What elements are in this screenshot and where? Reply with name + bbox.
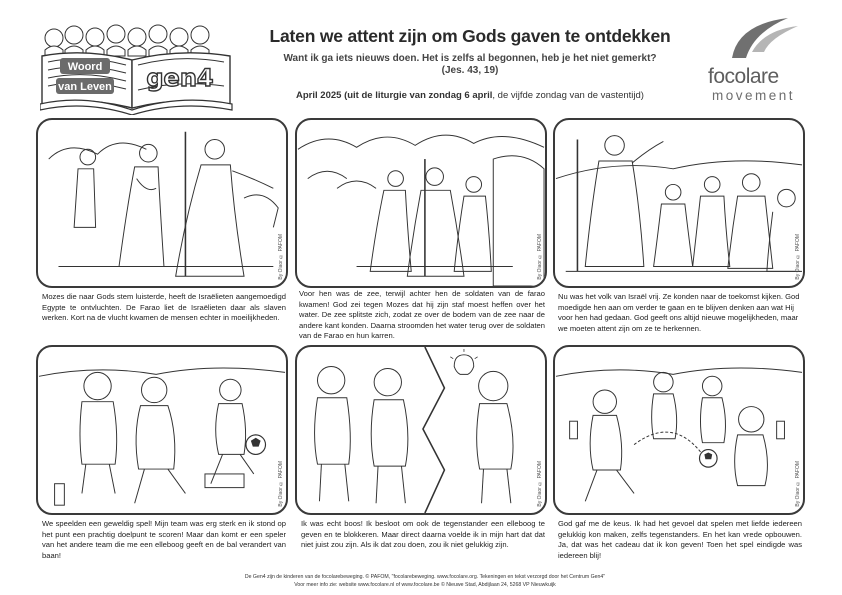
- angry-then-reflecting-illustration: [297, 347, 545, 513]
- logo-label-gen4: gen4: [146, 64, 214, 92]
- focolare-swoosh-icon: [708, 18, 812, 63]
- brand-tagline: movement: [712, 88, 796, 103]
- caption-2: Voor hen was de zee, terwijl achter hen de soldaten van de farao kwamen! God zei tegen Mozes dat hij zijn staf moest heffen over het water. De zee splitste zich, zodat ze over de bodem van de zee naar de andere kant konden. Daarna stroomden het water terug over de soldaten van de Farao en hun karren.: [299, 289, 545, 341]
- comic-panel-2: [295, 118, 547, 288]
- red-sea-crossing-illustration: [297, 120, 545, 286]
- header: [255, 26, 685, 101]
- footer-copyright: De Gen4 zijn de kinderen van de focolarebeweging. © PAFOM, "focolarebeweging. www.focolare.org. Tekeningen en tekst verzorgd door het Centrum Gen4": [244, 574, 606, 580]
- date-line: [255, 90, 685, 101]
- illustration-credit: By Oiaor © PAFOM: [795, 234, 801, 280]
- illustration-credit: By Oiaor © PAFOM: [278, 461, 284, 507]
- logo-label-woord: Woord: [67, 61, 103, 73]
- comic-panel-6: [553, 345, 805, 515]
- israelites-free-illustration: [555, 120, 803, 286]
- moses-leading-people-illustration: [38, 120, 286, 286]
- footer-contact: Voor meer info zie: website www.focolare.nl of www.focolare.be © Nieuwe Stad, Abdijlaan 24, 5268 VP Nieuwkuijk: [294, 581, 556, 588]
- scripture-quote: Want ik ga iets nieuws doen. Het is zelfs al begonnen, heb je het niet gemerkt?: [283, 53, 657, 64]
- caption-6: God gaf me de keus. Ik had het gevoel dat spelen met liefde iedereen gelukkig kon maken, zelfs tegenstanders. En het kan vrede opbouwen. Ja, dat was het cadeau dat ik kon geven! Toen het spel eindigde was iedereen blij!: [558, 519, 802, 560]
- comic-panel-3: [553, 118, 805, 288]
- month-label: April 2025: [296, 90, 342, 101]
- comic-panel-4: [36, 345, 288, 515]
- caption-3: Nu was het volk van Israël vrij. Ze konden naar de toekomst kijken. God moedigde hen aan om verder te gaan en te blijven denken aan wat Hij voor hen had gedaan. God geeft ons altijd nieuwe mogelijkheden, maar we moeten attent zijn om ze te herkennen.: [558, 292, 800, 333]
- woord-van-leven-gen4-logo: [40, 20, 240, 115]
- logo-label-van-leven: van Leven: [58, 81, 112, 93]
- scripture-reference: (Jes. 43, 19): [441, 65, 499, 76]
- playing-with-love-illustration: [555, 347, 803, 513]
- page-title: Laten we attent zijn om Gods gaven te ontdekken: [269, 26, 671, 46]
- liturgy-note-rest: , de vijfde zondag van de vastentijd): [492, 90, 644, 101]
- brand-name: focolare: [708, 65, 779, 88]
- comic-panel-1: [36, 118, 288, 288]
- caption-1: Mozes die naar Gods stem luisterde, heeft de Israëlieten aangemoedigd Egypte te ontvluchten. De Farao liet de Israëlieten daar als slaven werken. Kort na de vlucht kwamen de mensen echter in moeilijkheden.: [42, 292, 286, 323]
- illustration-credit: By Oiaor © PAFOM: [537, 234, 543, 280]
- footer: [150, 574, 700, 589]
- illustration-credit: By Oiaor © PAFOM: [537, 461, 543, 507]
- caption-5: Ik was echt boos! Ik besloot om ook de tegenstander een elleboog te geven en te blokkeren. Maar direct daarna voelde ik in mijn hart dat dat niet juist zou zijn. Als ik dat zou doen, zou ik niet gelukkig zijn.: [301, 519, 545, 550]
- focolare-logo: [708, 18, 812, 108]
- illustration-credit: By Oiaor © PAFOM: [795, 461, 801, 507]
- comic-panel-5: [295, 345, 547, 515]
- illustration-credit: By Oiaor © PAFOM: [278, 234, 284, 280]
- soccer-elbow-foul-illustration: [38, 347, 286, 513]
- liturgy-note: (uit de liturgie van zondag 6 april: [344, 90, 493, 101]
- caption-4: We speelden een geweldig spel! Mijn team was erg sterk en ik stond op het punt een prachtig doelpunt te scoren! Maar dan komt er een speler van het andere team die me een elleboog geeft en de bal verandert van baan!: [42, 519, 286, 560]
